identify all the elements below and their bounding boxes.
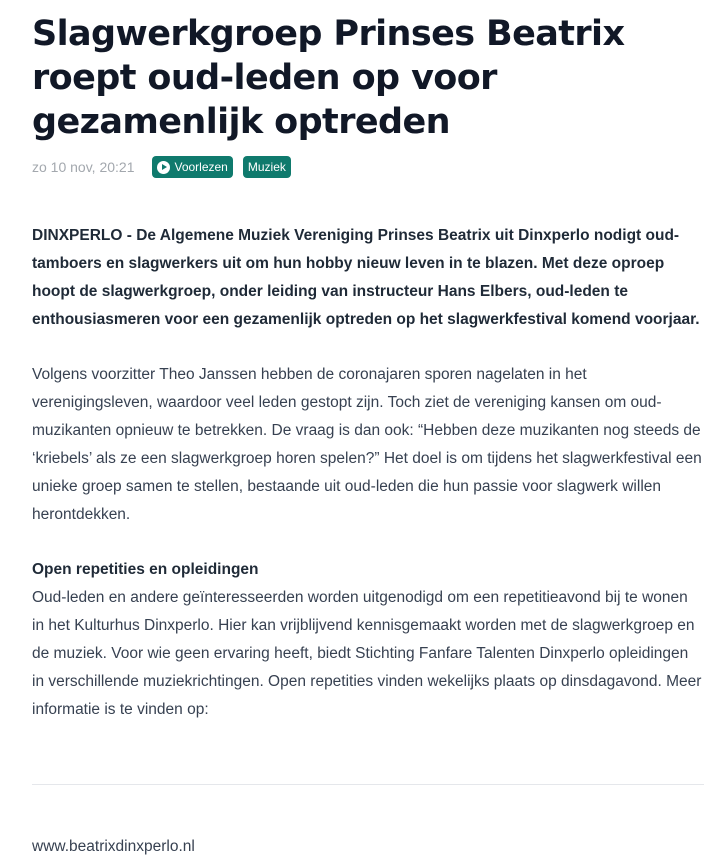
category-label: Muziek <box>247 160 286 174</box>
website-link[interactable]: www.beatrixdinxperlo.nl <box>32 838 195 855</box>
play-circle-icon <box>157 161 170 174</box>
article-subheading: Open repetities en opleidingen <box>32 561 259 578</box>
article-title: Slagwerkgroep Prinses Beatrix roept oud-leden op voor gezamenlijk optreden <box>32 14 625 142</box>
article-lead: DINXPERLO - De Algemene Muziek Vereniging Prinses Beatrix uit Dinxperlo nodigt oud-tamboers en slagwerkers uit om hun hobby nieuw leven in te blazen. Met deze oproep hoopt de slagwerkgroep, onder leiding van instructeur Hans Elbers, oud-leden te enthousiasmeren voor een gezamenlijk optreden op het slagwerkfestival komend voorjaar. <box>32 227 700 328</box>
article-meta <box>32 154 704 180</box>
category-tag-muziek[interactable] <box>243 156 291 178</box>
read-aloud-label: Voorlezen <box>174 160 228 174</box>
article-paragraph: Volgens voorzitter Theo Janssen hebben de coronajaren sporen nagelaten in het verenigingsleven, waardoor veel leden gestopt zijn. Toch ziet de vereniging kansen om oud-muzikanten opnieuw te betrekken. De vraag is dan ook: “Hebben deze muzikanten nog steeds de ‘kriebels’ als ze een slagwerkgroep horen spelen?” Het doel is om tijdens het slagwerkfestival een unieke groep samen te stellen, bestaande uit oud-leden die hun passie voor slagwerk willen herontdekken. <box>32 366 702 523</box>
article <box>32 0 704 724</box>
divider <box>32 784 704 785</box>
publish-date: zo 10 nov, 20:21 <box>32 159 135 175</box>
article-paragraph: Oud-leden en andere geïnteresseerden worden uitgenodigd om een repetitieavond bij te wonen in het Kulturhus Dinxperlo. Hier kan vrijblijvend kennisgemaakt worden met de slagwerkgroep en de muziek. Voor wie geen ervaring heeft, biedt Stichting Fanfare Talenten Dinxperlo opleidingen in verschillende muziekrichtingen. Open repetities vinden wekelijks plaats op dinsdagavond. Meer informatie is te vinden op: <box>32 589 702 718</box>
read-aloud-button[interactable] <box>152 156 232 178</box>
